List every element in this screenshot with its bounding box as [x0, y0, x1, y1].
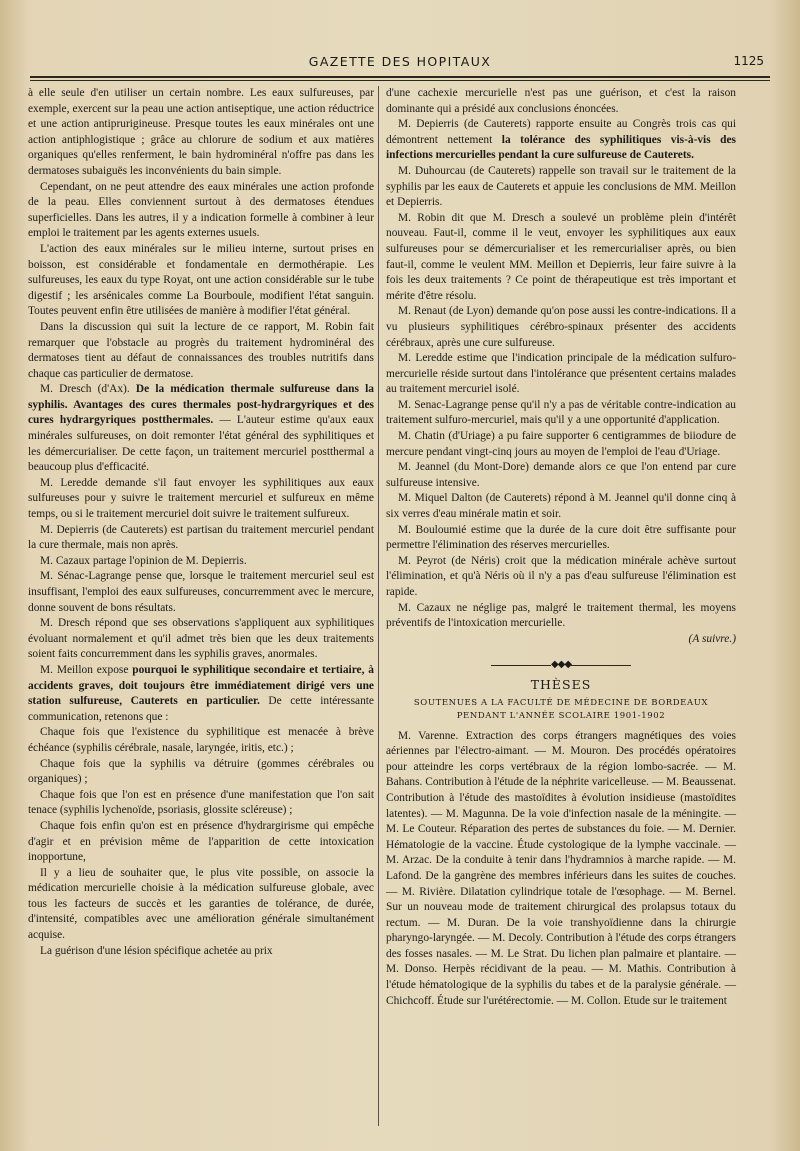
paragraph: M. Peyrot (de Néris) croit que la médication minérale achève surtout l'élimination, et qu'à Néris où il n'y a pas d'eau sulfureuse l'élimination est rapide.	[386, 554, 736, 598]
right-column	[386, 86, 736, 1009]
paragraph: M. Dresch répond que ses observations s'appliquent aux syphilitiques évoluant normalement et qu'il admet très bien que les deux traitements soient faits concurremment dans les syphilis graves, anormales.	[28, 617, 374, 661]
paragraph: M. Miquel Dalton (de Cauterets) répond à M. Jeannel qu'il donne cinq à six verres d'eau minérale matin et soir.	[386, 492, 736, 521]
paragraph: d'une cachexie mercurielle n'est pas une guérison, et c'est la raison dominante qui a présidé aux conclusions énoncées.	[386, 87, 736, 115]
header-rule-thin	[30, 80, 770, 81]
bold-title: la tolérance des syphilitiques vis-à-vis des infections mercurielles pendant la cure sulfureuse de Cauterets.	[386, 133, 736, 162]
paragraph: M. Leredde estime que l'indication principale de la médication sulfuro-mercurielle réside surtout dans l'intolérance que présentent certains malades au traitement mercuriel isolé.	[386, 352, 736, 396]
paragraph: Il y a lieu de souhaiter que, le plus vite possible, on associe la médication mercurielle choisie à la médication sulfureuse globale, avec tous les facteurs de succès et les garanties de tolérance, de durée, d'intensité, compatibles avec une amélioration générale simultanément acquise.	[28, 866, 374, 942]
paragraph: M. Senac-Lagrange pense qu'il n'y a pas de véritable contre-indication au traitement sulfuro-mercuriel, mais qu'il y a une opportunité d'application.	[386, 398, 736, 427]
speaker: M. Dresch (d'Ax).	[40, 383, 130, 396]
paragraph: M. Sénac-Lagrange pense que, lorsque le traitement mercuriel seul est insuffisant, l'emploi des eaux sulfureuses, concurremment avec le mercure, donne souvent de bons résultats.	[28, 570, 374, 614]
paragraph	[386, 117, 736, 164]
paragraph: M. Duhourcau (de Cauterets) rappelle son travail sur le traitement de la syphilis par les eaux de Cauterets et appuie les conclusions de MM. Meillon et Depierris.	[386, 164, 736, 209]
paragraph: L'action des eaux minérales sur le milieu interne, surtout prises en boisson, est considérable et fondamentale en dermothérapie. Les sulfureuses, les eaux du type Royat, ont une action considérable sur le tube digestif ; les arsénicales comme La Bourboule, modifient l'état sanguin. Toutes peuvent enfin être utilisées de manière à modifier l'état général.	[28, 242, 374, 318]
page-number: 1125	[733, 54, 764, 68]
paragraph	[28, 663, 374, 725]
paragraph-text: De cette intéressante communication, retenons que :	[28, 695, 374, 723]
subtitle-line: PENDANT L'ANNÉE SCOLAIRE 1901-1902	[456, 710, 666, 721]
paragraph: Cependant, on ne peut attendre des eaux minérales une action profonde de la peau. Elles conviennent surtout à des dermatoses étendues superficielles. Dans les autres, il y a indication formelle à combiner à leur emploi le traitement par les agents externes usuels.	[28, 180, 374, 240]
paragraph: M. Cazaux ne néglige pas, malgré le traitement thermal, les moyens préventifs de l'intoxication mercurielle.	[386, 601, 736, 630]
section-title: THÈSES	[530, 676, 592, 692]
paragraph-text: — L'auteur estime qu'aux eaux minérales sulfureuses, on doit remonter l'état général des syphilitiques et les démercurialiser. De cette façon, un traitement mercuriel postthermal a beaucoup plus d'efficacité.	[28, 414, 374, 474]
speaker: M. Meillon expose	[40, 663, 129, 676]
journal-title: GAZETTE DES HOPITAUX	[308, 54, 492, 69]
a-suivre: (A suivre.)	[688, 632, 736, 645]
paragraph: La guérison d'une lésion spécifique achetée au prix	[40, 944, 273, 957]
section-subtitle	[386, 697, 736, 723]
paragraph: M. Leredde demande s'il faut envoyer les syphilitiques aux eaux sulfureuses pour y suivre le traitement mercuriel et sulfureux en même temps, ou si le traitement mercuriel doit suivre le traitement sulfureux.	[28, 476, 374, 521]
bold-title: pourquoi le syphilitique secondaire et tertiaire, à accidents graves, doit toujours être immédiatement dirigé vers une station sulfureuse, Cauterets en particulier.	[28, 663, 374, 708]
theses-list: M. Varenne. Extraction des corps étrangers magnétiques des voies aériennes par l'électro-aimant. — M. Mouron. Des procédés opératoires pour atteindre les corps vertébraux de la région lombo-sacrée. — M. Bahans. Contribution à l'étude de la néphrite varicelleuse. — M. Beaussenat. Contribution à l'étude des mastoïdites à évolution insidieuse (mastoïdites latentes). — M. Magunna. De la voie d'infection nasale de la méningite. — M. Le Couteur. Réparation des pertes de substances du foie. — M. Dernier. Hématologie de la vaccine. Étude cystologique de la lymphe vaccinale. — M. Arzac. De la conduite à tenir dans l'hydramnios à marche rapide. — M. Lafond. De la gangrène des membres inférieurs dans les suites de couches. — M. Rivière. Dilatation cylindrique totale de l'œsophage. — M. Bernel. Sur un nouveau mode de traitement chirurgical des prolapsus totaux du rectum. — M. Duran. De la voie transhyoïdienne dans la chirurgie pharyngo-laryngée. — M. Decoly. Contribution à l'étude des corps étrangers des fosses nasales. — M. Le Strat. Du lichen plan palmaire et plantaire. — M. Donso. Herpès récidivant de la peau. — M. Mathis. Contribution à l'étude hématologique de la syphilis du tabes et de la paralysie générale. — Chichcoff. Étude sur l'urétérectomie. — M. Collon. Etude sur le traitement	[386, 729, 737, 1007]
paragraph: Chaque fois que la syphilis va détruire (gommes cérébrales ou organiques) ;	[28, 757, 374, 786]
paragraph	[28, 382, 374, 476]
left-column	[28, 86, 374, 959]
paragraph: Chaque fois enfin qu'on est en présence d'hydrargirisme qui empêche d'agir et en prévision même de l'apparition de cette intoxication inopportune,	[28, 819, 374, 864]
header-rule-thick	[30, 76, 770, 78]
bold-title: De la médication thermale sulfureuse dans la syphilis. Avantages des cures thermales post-hydrargyriques et des cures hydrargyriques postthermales.	[28, 383, 374, 427]
subtitle-line: SOUTENUES A LA FACULTÉ DE MÉDECINE DE BORDEAUX	[413, 697, 709, 708]
column-divider	[378, 86, 379, 1126]
paragraph: Chaque fois que l'existence du syphilitique est menacée à brève échéance (syphilis cérébrale, nasale, laryngée, iritis, etc.) ;	[28, 726, 374, 754]
paragraph: M. Jeannel (du Mont-Dore) demande alors ce que l'on entend par cure sulfureuse intensive.	[386, 461, 736, 489]
paragraph: M. Renaut (de Lyon) demande qu'on pose aussi les contre-indications. Il a vu plusieurs syphilitiques cérébro-spinaux présenter des accidents cérébraux, après une cure sulfureuse.	[386, 305, 736, 349]
paragraph: M. Cazaux partage l'opinion de M. Depierris.	[40, 554, 247, 567]
paragraph: Dans la discussion qui suit la lecture de ce rapport, M. Robin fait remarquer que l'obstacle au progrès du traitement hydrominéral des dermatoses tient au défaut de connaissances des troubles nutritifs dans chaque cas particulier de dermatose.	[28, 320, 374, 380]
paragraph: M. Bouloumié estime que la durée de la cure doit être suffisante pour permettre l'élimination des réserves mercurielles.	[386, 523, 736, 552]
page-header	[30, 50, 770, 72]
paragraph: Chaque fois que l'on est en présence d'une manifestation que l'on sait tenace (syphilis lychenoïde, psoriasis, glossite scléreuse) ;	[28, 788, 374, 817]
paragraph: M. Depierris (de Cauterets) est partisan du traitement mercuriel pendant la cure thermale, mais non après.	[28, 523, 374, 552]
paragraph-text: M. Depierris (de Cauterets) rapporte ensuite au Congrès trois cas qui démontrent nettement	[386, 118, 736, 146]
section-ornament: ◆◆◆	[386, 657, 736, 673]
paragraph: M. Robin dit que M. Dresch a soulevé un problème plein d'intérêt nouveau. Faut-il, comme il le veut, envoyer les syphilitiques aux eaux sulfureuses pour se démercurialiser et les remercurialiser après, ou bien faut-il, comme le veulent MM. Meillon et Depierris, leur faire suivre à la fois les deux traitements ? Ce point de thérapeutique est très important et mérite d'être résolu.	[386, 211, 736, 302]
paragraph: M. Chatin (d'Uriage) a pu faire supporter 6 centigrammes de biiodure de mercure pendant vingt-cinq jours au moyen de l'emploi de l'eau d'Uriage.	[386, 430, 736, 458]
paragraph: à elle seule d'en utiliser un certain nombre. Les eaux sulfureuses, par exemple, exercent sur la peau une action antiseptique, une action réductrice et une action antiprurigineuse. Presque toutes les eaux minérales ont une action antiphlogistique ; grâce au chlorure de sodium et aux matières organiques qu'elles renferment, le bain hydrominéral n'offre pas dans les dermatoses subaiguës les inconvénients du bain simple.	[28, 87, 374, 177]
